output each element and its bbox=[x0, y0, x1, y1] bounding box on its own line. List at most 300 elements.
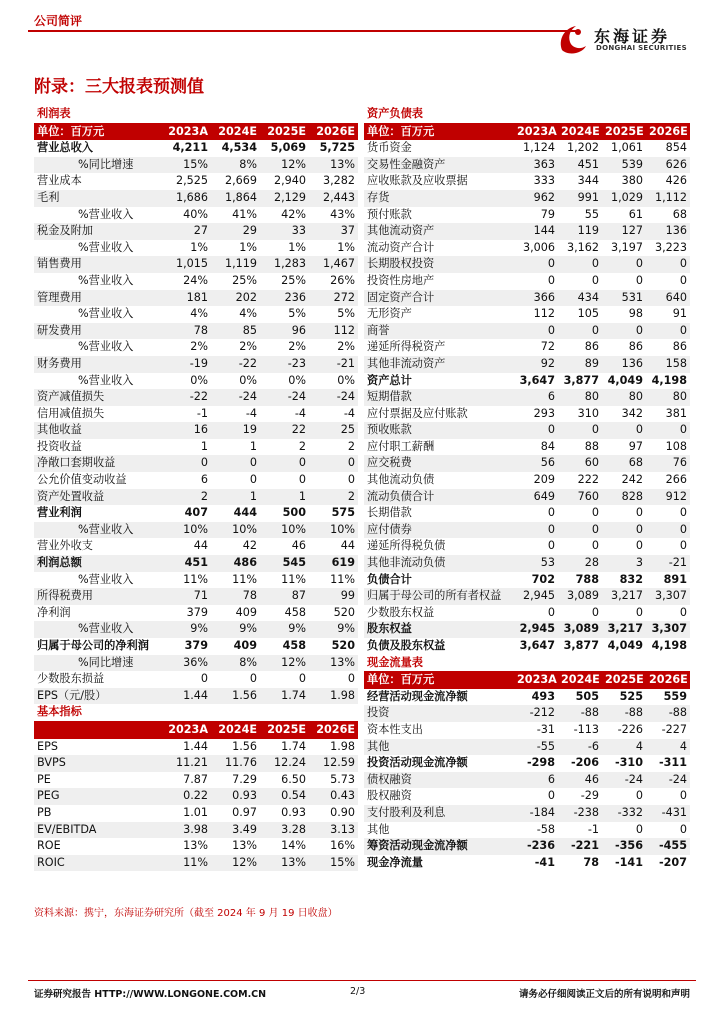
income-title-row bbox=[34, 106, 358, 123]
table-row bbox=[34, 240, 358, 257]
row-value: 0 bbox=[547, 506, 555, 520]
table-row bbox=[34, 688, 358, 705]
row-value: -88 bbox=[602, 705, 646, 722]
row-value: -310 bbox=[615, 756, 643, 770]
row-value: 2 bbox=[298, 439, 306, 453]
row-value: 37 bbox=[309, 223, 358, 240]
row-value: 3,197 bbox=[610, 240, 643, 254]
row-value: 85 bbox=[211, 323, 260, 340]
row-value: 379 bbox=[186, 605, 208, 619]
row-value: 242 bbox=[621, 473, 643, 487]
row-value: -236 bbox=[514, 838, 558, 855]
basic-title: 基本指标 bbox=[34, 704, 358, 721]
row-value: 0 bbox=[558, 422, 602, 439]
row-value: 444 bbox=[233, 506, 257, 520]
table-row bbox=[34, 788, 358, 805]
row-value: 136 bbox=[646, 223, 690, 240]
row-value: 1,061 bbox=[610, 141, 643, 155]
row-label: %同比增速 bbox=[34, 655, 162, 672]
row-value: 87 bbox=[260, 588, 309, 605]
row-value: 3,307 bbox=[646, 588, 690, 605]
row-value: 505 bbox=[575, 689, 599, 703]
row-value: 0 bbox=[602, 422, 646, 439]
row-value: 16 bbox=[162, 422, 211, 439]
row-value: 640 bbox=[646, 290, 690, 307]
row-value: 0 bbox=[558, 323, 602, 340]
left-tables bbox=[34, 106, 358, 871]
row-value: 0 bbox=[679, 605, 687, 619]
table-row bbox=[34, 439, 358, 456]
table-row bbox=[34, 822, 358, 839]
row-value: 0 bbox=[298, 473, 306, 487]
table-row bbox=[364, 240, 690, 257]
row-label: 营业利润 bbox=[37, 506, 82, 520]
row-label: 销售费用 bbox=[34, 256, 162, 273]
table-row bbox=[34, 273, 358, 290]
table-row bbox=[364, 772, 690, 789]
row-value: 98 bbox=[628, 307, 643, 321]
row-value: 13% bbox=[232, 839, 257, 853]
table-row bbox=[364, 223, 690, 240]
row-value: 293 bbox=[533, 406, 555, 420]
row-value: 40% bbox=[183, 207, 208, 221]
row-value: 0 bbox=[249, 672, 257, 686]
row-value: 493 bbox=[531, 689, 555, 703]
table-row bbox=[34, 671, 358, 688]
row-label: 应交税费 bbox=[364, 455, 514, 472]
cashflow-title-row bbox=[364, 655, 690, 672]
row-value: -24 bbox=[646, 772, 690, 789]
row-label: 投资性房地产 bbox=[367, 273, 435, 287]
row-value: 0 bbox=[514, 522, 558, 539]
row-label: %营业收入 bbox=[78, 572, 134, 586]
basic-title-row bbox=[34, 704, 358, 721]
table-row bbox=[364, 739, 690, 756]
row-value: 0.54 bbox=[260, 788, 309, 805]
row-label: 其他 bbox=[367, 822, 390, 836]
table-row bbox=[34, 739, 358, 756]
row-value: 1,112 bbox=[646, 190, 690, 207]
row-value: 13% bbox=[183, 839, 208, 853]
row-value: 619 bbox=[309, 555, 358, 572]
row-value: 272 bbox=[309, 290, 358, 307]
row-label: ROIC bbox=[34, 855, 162, 872]
row-value: -58 bbox=[536, 822, 555, 836]
row-value: 28 bbox=[558, 555, 602, 572]
row-label: 递延所得税资产 bbox=[367, 340, 446, 354]
row-value: -21 bbox=[646, 555, 690, 572]
row-label: 交易性金融资产 bbox=[364, 157, 514, 174]
row-value: 127 bbox=[602, 223, 646, 240]
row-value: 3,877 bbox=[563, 639, 599, 652]
row-value: 559 bbox=[663, 689, 687, 703]
row-value: 379 bbox=[184, 639, 208, 652]
row-value: 36% bbox=[162, 655, 211, 672]
row-label: %营业收入 bbox=[78, 240, 134, 254]
row-value: 1 bbox=[211, 489, 260, 506]
row-value: 86 bbox=[672, 340, 687, 354]
row-label: 应付票据及应付账款 bbox=[367, 406, 468, 420]
row-value: 0 bbox=[211, 455, 260, 472]
row-label: 其他收益 bbox=[34, 422, 162, 439]
row-label: 股东权益 bbox=[364, 621, 514, 638]
row-value: 2,443 bbox=[309, 190, 358, 207]
table-row bbox=[364, 572, 690, 589]
row-value: 11% bbox=[330, 572, 355, 586]
row-value: 702 bbox=[531, 572, 555, 586]
row-value: 333 bbox=[533, 174, 555, 188]
table-row bbox=[34, 455, 358, 472]
row-value: -6 bbox=[558, 739, 602, 756]
row-label: 资产处置收益 bbox=[34, 489, 162, 506]
table-row bbox=[364, 588, 690, 605]
row-value: 409 bbox=[233, 639, 257, 652]
row-value: 236 bbox=[260, 290, 309, 307]
row-value: 1.74 bbox=[260, 688, 309, 705]
row-value: 0 bbox=[514, 256, 558, 273]
row-value: 10% bbox=[260, 522, 309, 539]
row-value: 6 bbox=[514, 772, 558, 789]
row-label: 资本性支出 bbox=[367, 722, 423, 736]
row-value: 6.50 bbox=[281, 772, 306, 786]
row-value: -356 bbox=[602, 838, 646, 855]
row-value: -298 bbox=[527, 756, 555, 770]
year-header: 2026E bbox=[309, 721, 358, 738]
row-value: -226 bbox=[617, 722, 643, 736]
row-label: 负债合计 bbox=[367, 572, 412, 586]
row-value: 105 bbox=[577, 307, 599, 321]
row-value: -207 bbox=[659, 855, 687, 869]
row-label: 应付债券 bbox=[364, 522, 514, 539]
row-value: 0 bbox=[679, 506, 687, 520]
row-value: 25% bbox=[232, 273, 257, 287]
table-row bbox=[34, 339, 358, 356]
row-value: 5% bbox=[337, 307, 355, 321]
row-value: 539 bbox=[602, 157, 646, 174]
row-value: -238 bbox=[558, 805, 602, 822]
row-label: 其他非流动资产 bbox=[364, 356, 514, 373]
row-value: 10% bbox=[211, 522, 260, 539]
table-row bbox=[34, 389, 358, 406]
row-value: 0 bbox=[679, 539, 687, 553]
year-header: 2026E bbox=[646, 672, 690, 689]
row-value: 760 bbox=[558, 489, 602, 506]
table-row bbox=[364, 455, 690, 472]
table-row bbox=[364, 555, 690, 572]
table-row bbox=[34, 306, 358, 323]
table-row bbox=[34, 140, 358, 157]
row-label: %营业收入 bbox=[78, 340, 134, 354]
row-value: 854 bbox=[665, 141, 687, 155]
row-value: 0.97 bbox=[232, 805, 257, 819]
footer-website: 证券研究报告 HTTP://WWW.LONGONE.COM.CN bbox=[34, 989, 267, 1000]
row-value: 3,223 bbox=[654, 240, 687, 254]
table-row bbox=[364, 173, 690, 190]
row-value: 10% bbox=[309, 522, 358, 539]
row-value: 381 bbox=[665, 406, 687, 420]
table-row bbox=[34, 356, 358, 373]
row-value: -22 bbox=[162, 389, 211, 406]
table-row bbox=[34, 290, 358, 307]
row-value: 0.93 bbox=[281, 805, 306, 819]
row-value: -24 bbox=[211, 389, 260, 406]
table-row bbox=[364, 855, 690, 872]
row-value: 4,211 bbox=[172, 141, 208, 155]
row-value: 80 bbox=[602, 389, 646, 406]
row-value: 407 bbox=[184, 506, 208, 520]
row-value: 3,089 bbox=[558, 621, 602, 638]
row-value: 575 bbox=[331, 506, 355, 520]
table-row bbox=[364, 621, 690, 638]
row-value: 25 bbox=[309, 422, 358, 439]
row-value: 486 bbox=[211, 555, 260, 572]
row-value: 5.73 bbox=[330, 772, 355, 786]
row-value: 0 bbox=[679, 822, 687, 836]
row-value: 9% bbox=[211, 621, 260, 638]
row-value: 44 bbox=[193, 539, 208, 553]
row-value: 0 bbox=[646, 256, 690, 273]
year-header: 2024E bbox=[558, 672, 602, 689]
year-header: 2026E bbox=[309, 123, 358, 140]
row-value: 3,282 bbox=[322, 174, 355, 188]
row-value: 3.49 bbox=[211, 822, 260, 839]
row-label: 资产减值损失 bbox=[34, 389, 162, 406]
row-value: 119 bbox=[558, 223, 602, 240]
row-value: 2% bbox=[239, 340, 257, 354]
row-value: 78 bbox=[211, 588, 260, 605]
table-row bbox=[34, 207, 358, 224]
row-value: 86 bbox=[584, 340, 599, 354]
table-row bbox=[34, 157, 358, 174]
row-value: 828 bbox=[602, 489, 646, 506]
row-label: 筹资活动现金流净额 bbox=[364, 838, 514, 855]
table-row bbox=[34, 638, 358, 655]
row-label: 归属于母公司的净利润 bbox=[37, 639, 149, 652]
row-value: 891 bbox=[663, 572, 687, 586]
row-value: 80 bbox=[558, 389, 602, 406]
row-value: 12.24 bbox=[260, 755, 309, 772]
row-value: 0 bbox=[591, 273, 599, 287]
row-value: 0 bbox=[602, 256, 646, 273]
year-header: 2025E bbox=[602, 123, 646, 140]
row-value: 136 bbox=[602, 356, 646, 373]
row-value: 3,877 bbox=[563, 373, 599, 387]
row-value: 86 bbox=[628, 340, 643, 354]
row-value: 72 bbox=[540, 340, 555, 354]
row-value: 1,119 bbox=[211, 256, 260, 273]
row-value: 3.28 bbox=[260, 822, 309, 839]
row-label: 营业总收入 bbox=[37, 141, 93, 155]
table-row bbox=[364, 722, 690, 739]
row-value: 266 bbox=[665, 473, 687, 487]
row-value: 8% bbox=[211, 655, 260, 672]
table-row bbox=[34, 588, 358, 605]
row-value: 22 bbox=[260, 422, 309, 439]
row-value: 4,049 bbox=[607, 373, 643, 387]
table-row bbox=[364, 323, 690, 340]
row-label: 短期借款 bbox=[364, 389, 514, 406]
table-row bbox=[364, 406, 690, 423]
row-value: -431 bbox=[646, 805, 690, 822]
table-row bbox=[364, 605, 690, 622]
table-row bbox=[34, 373, 358, 390]
row-value: 366 bbox=[514, 290, 558, 307]
row-value: 0 bbox=[514, 422, 558, 439]
row-value: 181 bbox=[162, 290, 211, 307]
row-value: 89 bbox=[558, 356, 602, 373]
row-label: 货币资金 bbox=[367, 141, 412, 155]
row-value: 2% bbox=[288, 340, 306, 354]
row-label: 营业成本 bbox=[37, 174, 82, 188]
row-value: 11% bbox=[281, 572, 306, 586]
row-value: 13% bbox=[309, 655, 358, 672]
row-value: 61 bbox=[628, 207, 643, 221]
row-value: 12% bbox=[211, 855, 260, 872]
row-value: 84 bbox=[540, 439, 555, 453]
row-value: 0 bbox=[547, 273, 555, 287]
row-label: 商誉 bbox=[364, 323, 514, 340]
row-value: 68 bbox=[672, 207, 687, 221]
table-row bbox=[364, 538, 690, 555]
row-label: 资产总计 bbox=[367, 373, 412, 387]
row-label: 流动负债合计 bbox=[364, 489, 514, 506]
row-value: -311 bbox=[659, 756, 687, 770]
year-header: 2025E bbox=[260, 123, 309, 140]
row-value: 0 bbox=[547, 789, 555, 803]
table-row bbox=[364, 422, 690, 439]
row-value: 1.44 bbox=[162, 688, 211, 705]
row-value: 0 bbox=[635, 273, 643, 287]
row-label: EPS bbox=[37, 739, 58, 753]
row-label: BVPS bbox=[34, 755, 162, 772]
row-value: 5,725 bbox=[319, 141, 355, 155]
row-value: 25% bbox=[281, 273, 306, 287]
footer-rule bbox=[28, 980, 696, 981]
row-value: -24 bbox=[260, 389, 309, 406]
row-label: %营业收入 bbox=[78, 207, 134, 221]
row-value: 19 bbox=[211, 422, 260, 439]
row-value: 525 bbox=[619, 689, 643, 703]
row-label: 经营活动现金流净额 bbox=[367, 689, 468, 703]
row-value: 6 bbox=[514, 389, 558, 406]
table-row bbox=[364, 140, 690, 157]
row-label: PE bbox=[37, 772, 51, 786]
row-label: 归属于母公司的所有者权益 bbox=[364, 588, 514, 605]
row-value: 520 bbox=[331, 639, 355, 652]
row-label: 管理费用 bbox=[34, 290, 162, 307]
row-label: %同比增速 bbox=[34, 157, 162, 174]
row-value: 91 bbox=[672, 307, 687, 321]
row-value: 108 bbox=[665, 439, 687, 453]
row-value: 1,467 bbox=[309, 256, 358, 273]
row-label: 无形资产 bbox=[367, 307, 412, 321]
row-label: 投资活动现金流净额 bbox=[367, 756, 468, 770]
row-value: 0% bbox=[190, 373, 208, 387]
row-value: 1,029 bbox=[602, 190, 646, 207]
row-value: 458 bbox=[282, 639, 306, 652]
row-value: 53 bbox=[514, 555, 558, 572]
row-value: 0 bbox=[547, 605, 555, 619]
income-title: 利润表 bbox=[34, 106, 358, 123]
row-value: 92 bbox=[514, 356, 558, 373]
page-title: 附录：三大报表预测值 bbox=[34, 77, 204, 97]
row-label: 净利润 bbox=[37, 605, 71, 619]
header-rule bbox=[28, 30, 580, 32]
row-value: 310 bbox=[577, 406, 599, 420]
row-value: 43% bbox=[330, 207, 355, 221]
row-label: 信用减值损失 bbox=[37, 406, 105, 420]
row-value: 27 bbox=[162, 223, 211, 240]
row-label: 存货 bbox=[364, 190, 514, 207]
row-value: 3,217 bbox=[602, 621, 646, 638]
cashflow-header-row bbox=[364, 672, 690, 689]
row-value: 4 bbox=[646, 739, 690, 756]
row-value: 24% bbox=[183, 273, 208, 287]
row-value: -113 bbox=[573, 722, 599, 736]
year-header: 2023A bbox=[162, 721, 211, 738]
year-header: 2024E bbox=[211, 123, 260, 140]
row-label: 投资收益 bbox=[37, 439, 82, 453]
row-value: 13% bbox=[260, 855, 309, 872]
row-value: 912 bbox=[646, 489, 690, 506]
row-value: 0 bbox=[298, 672, 306, 686]
row-value: 15% bbox=[162, 157, 211, 174]
row-value: 96 bbox=[260, 323, 309, 340]
row-value: 1 bbox=[249, 439, 257, 453]
row-value: 434 bbox=[558, 290, 602, 307]
table-row bbox=[34, 422, 358, 439]
table-row bbox=[364, 373, 690, 390]
row-value: 426 bbox=[665, 174, 687, 188]
year-header: 2025E bbox=[602, 672, 646, 689]
table-row bbox=[364, 638, 690, 655]
row-value: 545 bbox=[260, 555, 309, 572]
row-value: 409 bbox=[235, 605, 257, 619]
row-value: 56 bbox=[514, 455, 558, 472]
table-row bbox=[34, 855, 358, 872]
row-label: 少数股东权益 bbox=[367, 605, 435, 619]
row-label: ROE bbox=[37, 839, 61, 853]
row-label: 毛利 bbox=[34, 190, 162, 207]
row-label: 长期股权投资 bbox=[364, 256, 514, 273]
row-value: 2,945 bbox=[514, 588, 558, 605]
row-value: 363 bbox=[514, 157, 558, 174]
table-row bbox=[34, 621, 358, 638]
row-value: 342 bbox=[621, 406, 643, 420]
row-value: 962 bbox=[514, 190, 558, 207]
row-value: 1% bbox=[337, 240, 355, 254]
row-value: -206 bbox=[571, 756, 599, 770]
row-value: 5,069 bbox=[270, 141, 306, 155]
row-value: 9% bbox=[162, 621, 211, 638]
table-row bbox=[34, 772, 358, 789]
row-value: 832 bbox=[619, 572, 643, 586]
row-value: 0 bbox=[635, 822, 643, 836]
row-label: 现金净流量 bbox=[367, 855, 423, 869]
table-row bbox=[364, 788, 690, 805]
row-label: 其他非流动负债 bbox=[364, 555, 514, 572]
row-value: 500 bbox=[282, 506, 306, 520]
row-value: 3 bbox=[602, 555, 646, 572]
row-value: 112 bbox=[309, 323, 358, 340]
table-row bbox=[364, 838, 690, 855]
row-value: 202 bbox=[211, 290, 260, 307]
cashflow-unit: 单位：百万元 bbox=[364, 672, 514, 689]
row-value: 2,940 bbox=[273, 174, 306, 188]
table-row bbox=[34, 505, 358, 522]
row-value: 1 bbox=[260, 489, 309, 506]
row-value: 10% bbox=[162, 522, 211, 539]
